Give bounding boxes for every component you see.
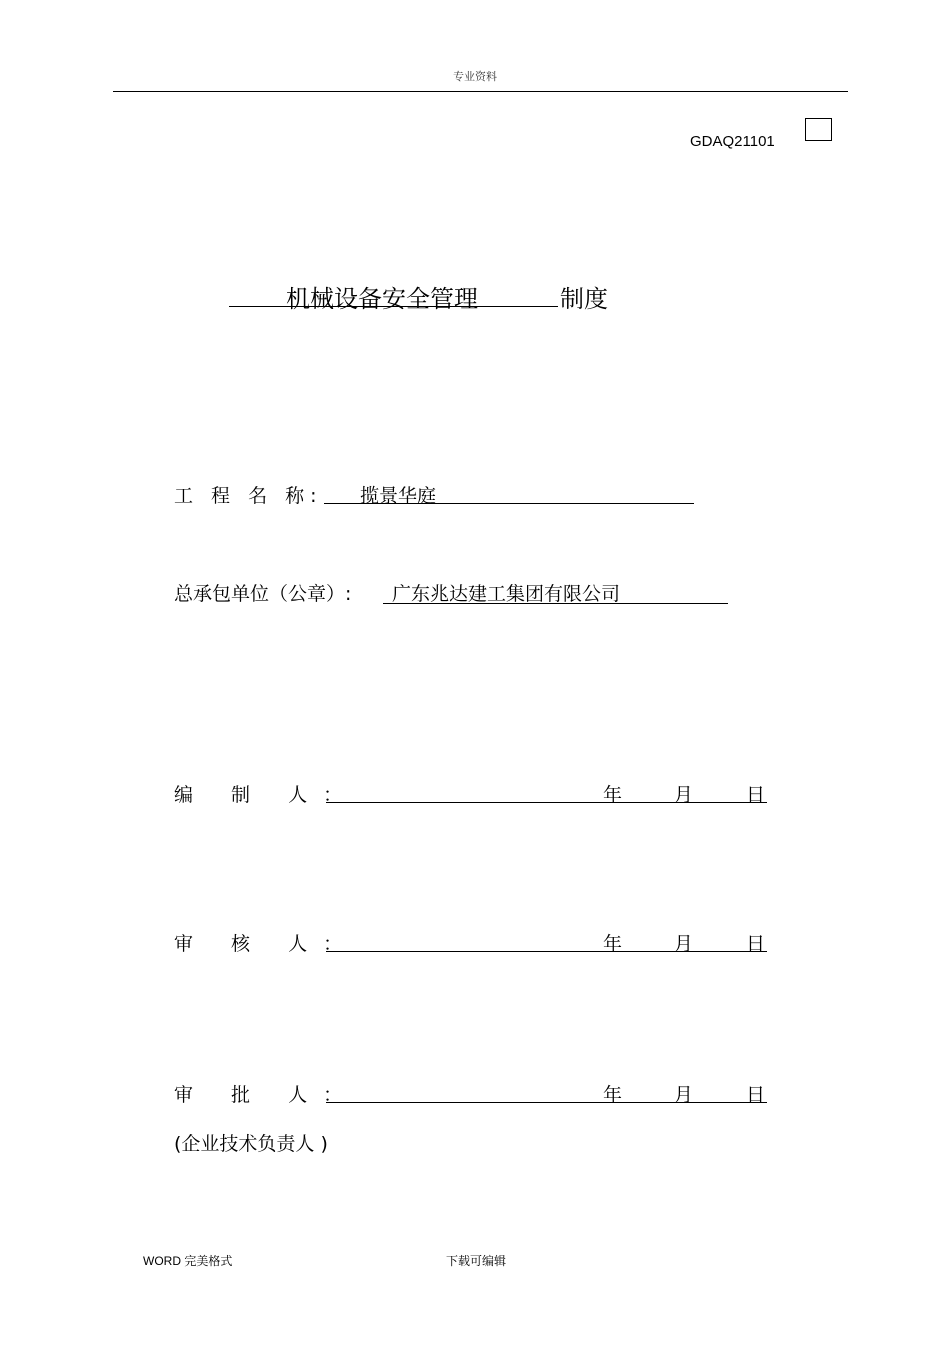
reviewer-signature-line[interactable] [326,951,767,952]
footer-left-text: WORD 完美格式 [143,1254,233,1268]
approver-day-label: 日 [746,1084,766,1106]
header-rule [113,91,848,92]
checkbox[interactable] [805,118,832,141]
compiler-month-label: 月 [674,784,694,806]
reviewer-year-label: 年 [603,933,623,955]
page-header: 专业资料 [453,70,497,83]
compiler-signature-line[interactable] [326,802,767,803]
approver-note: (企业技术负责人 ) [174,1133,328,1155]
compiler-day-label: 日 [746,784,766,806]
reviewer-month-label: 月 [674,933,694,955]
approver-month-label: 月 [674,1084,694,1106]
footer-center-text: 下载可编辑 [446,1254,507,1268]
contractor-value[interactable]: 广东兆达建工集团有限公司 [392,583,621,605]
contractor-label: 总承包单位（公章）: [174,583,352,605]
compiler-year-label: 年 [603,784,623,806]
document-code: GDAQ21101 [690,133,775,150]
project-name-value[interactable]: 揽景华庭 [360,485,437,507]
reviewer-day-label: 日 [746,933,766,955]
approver-signature-line[interactable] [326,1102,767,1103]
document-title-suffix: 制度 [560,285,608,313]
project-name-label: 工 程 名 称: [174,485,323,507]
document-title: 机械设备安全管理 [286,285,478,313]
compiler-label: 编 制 人： [174,784,359,806]
reviewer-label: 审 核 人： [174,933,359,955]
approver-label: 审 批 人： [174,1084,359,1106]
approver-year-label: 年 [603,1084,623,1106]
